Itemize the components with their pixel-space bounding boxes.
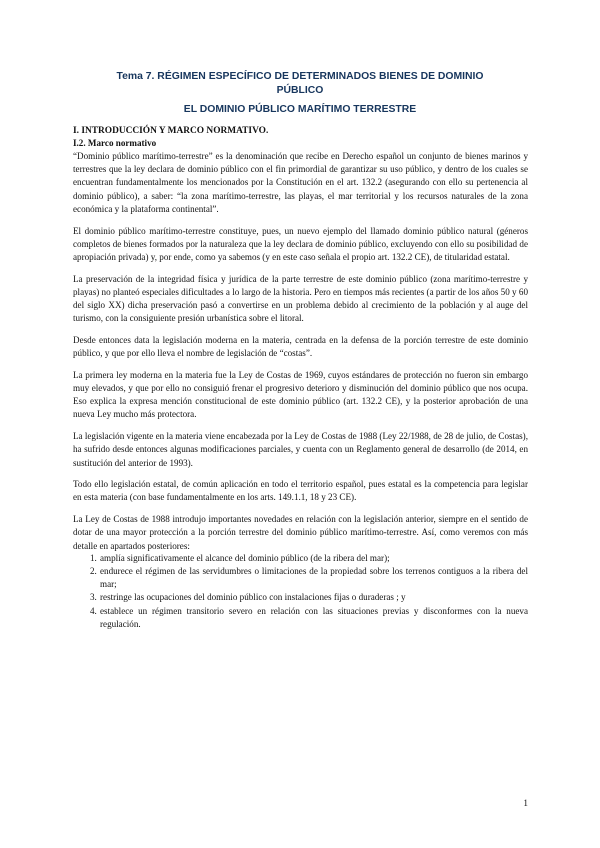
- list-item: [73, 565, 528, 591]
- title-line-2: PÚBLICO: [276, 85, 324, 96]
- numbered-list: [73, 552, 528, 631]
- paragraph: El dominio público marítimo-terrestre constituye, pues, un nuevo ejemplo del llamado dominio público natural (géneros completos de bienes formados por la naturaleza que la ley declara de dominio público, excluyendo con ello su posibilidad de apropiación privada) y, por ende, como ya sabemos (y en este caso señala el propio art. 132.2 CE), de titularidad estatal.: [73, 225, 528, 262]
- page-number: 1: [523, 798, 528, 808]
- paragraph: La legislación vigente en la materia viene encabezada por la Ley de Costas de 1988 (Ley 22/1988, de 28 de julio, de Costas), ha sufrido desde entonces algunas modificaciones parciales, y cuenta con un Reglamento general de desarrollo (de 2014, en sustitución del anterior de 1993).: [73, 431, 528, 468]
- list-item: [73, 605, 528, 631]
- document-body: [73, 125, 528, 631]
- list-item-number: 3.: [90, 592, 97, 603]
- list-item-text: endurece el régimen de las servidumbres o limitaciones de la propiedad sobre los terrenos contiguos a la ribera del mar;: [100, 565, 528, 590]
- paragraph: Desde entonces data la legislación moderna en la materia, centrada en la defensa de la porción terrestre de este dominio público, y que por ello lleva el nombre de legislación de “costas”.: [73, 334, 528, 359]
- paragraph: Todo ello legislación estatal, de común aplicación en todo el territorio español, pues estatal es la competencia para legislar en esta materia (con base fundamentalmente en los arts. 149.1.1, 18 y 23 CE).: [73, 479, 528, 503]
- list-item-number: 2.: [90, 565, 97, 576]
- list-item-text: establece un régimen transitorio severo en relación con las situaciones previas y disconformes con la nueva regulación.: [100, 605, 528, 629]
- title-line-3: EL DOMINIO PÚBLICO MARÍTIMO TERRESTRE: [183, 104, 417, 115]
- title-line-1: Tema 7. RÉGIMEN ESPECÍFICO DE DETERMINADOS BIENES DE DOMINIO: [116, 71, 484, 82]
- list-item: [73, 552, 528, 565]
- list-item-number: 4.: [90, 605, 97, 616]
- list-item-number: 1.: [90, 552, 97, 563]
- paragraph: La Ley de Costas de 1988 introdujo importantes novedades en relación con la legislación anterior, siempre en el sentido de dotar de una mayor protección a la porción terrestre del dominio público marítimo-terrestre. Así, como veremos con más detalle en apartados posteriores:: [73, 514, 528, 551]
- list-item: [73, 591, 528, 604]
- subsection-heading: I.2. Marco normativo: [73, 138, 157, 148]
- list-item-text: restringe las ocupaciones del dominio público con instalaciones fijas o duraderas ; y: [100, 592, 406, 603]
- paragraph: La primera ley moderna en la materia fue la Ley de Costas de 1969, cuyos estándares de protección no fueron sin embargo muy elevados, y que por ello no consiguió frenar el progresivo deterioro y disminución del dominio público que nos ocupa. Eso explica la expresa mención constitucional de este dominio público (art. 132.2 CE), y la posterior aprobación de una nueva Ley mucho más protectora.: [73, 369, 528, 420]
- paragraph: “Dominio público marítimo-terrestre” es la denominación que recibe en Derecho español un conjunto de bienes marinos y terrestres que la ley declara de dominio público con el fin primordial de garantizar su uso público, y dentro de los cuales se encuentran fundamentalmente los mencionados por la Constitución en el art. 132.2 (asegurando con ello su pertenencia al dominio público), a saber: “la zona marítimo-terrestre, las playas, el mar territorial y los recursos naturales de la zona económica y la plataforma continental”.: [73, 151, 528, 214]
- document-title: [80, 70, 520, 117]
- section-heading: I. INTRODUCCIÓN Y MARCO NORMATIVO.: [73, 126, 269, 136]
- list-item-text: amplía significativamente el alcance del dominio público (de la ribera del mar);: [100, 552, 390, 563]
- paragraph: La preservación de la integridad física y jurídica de la parte terrestre de este dominio público (zona marítimo-terrestre y playas) no planteó especiales dificultades a lo largo de la historia. Pero en tiempos más recientes (a partir de los años 50 y 60 del siglo XX) dicha preservación pasó a convertirse en un problema debido al crecimiento de la población y al auge del turismo, con la consiguiente presión urbanística sobre el litoral.: [73, 273, 528, 324]
